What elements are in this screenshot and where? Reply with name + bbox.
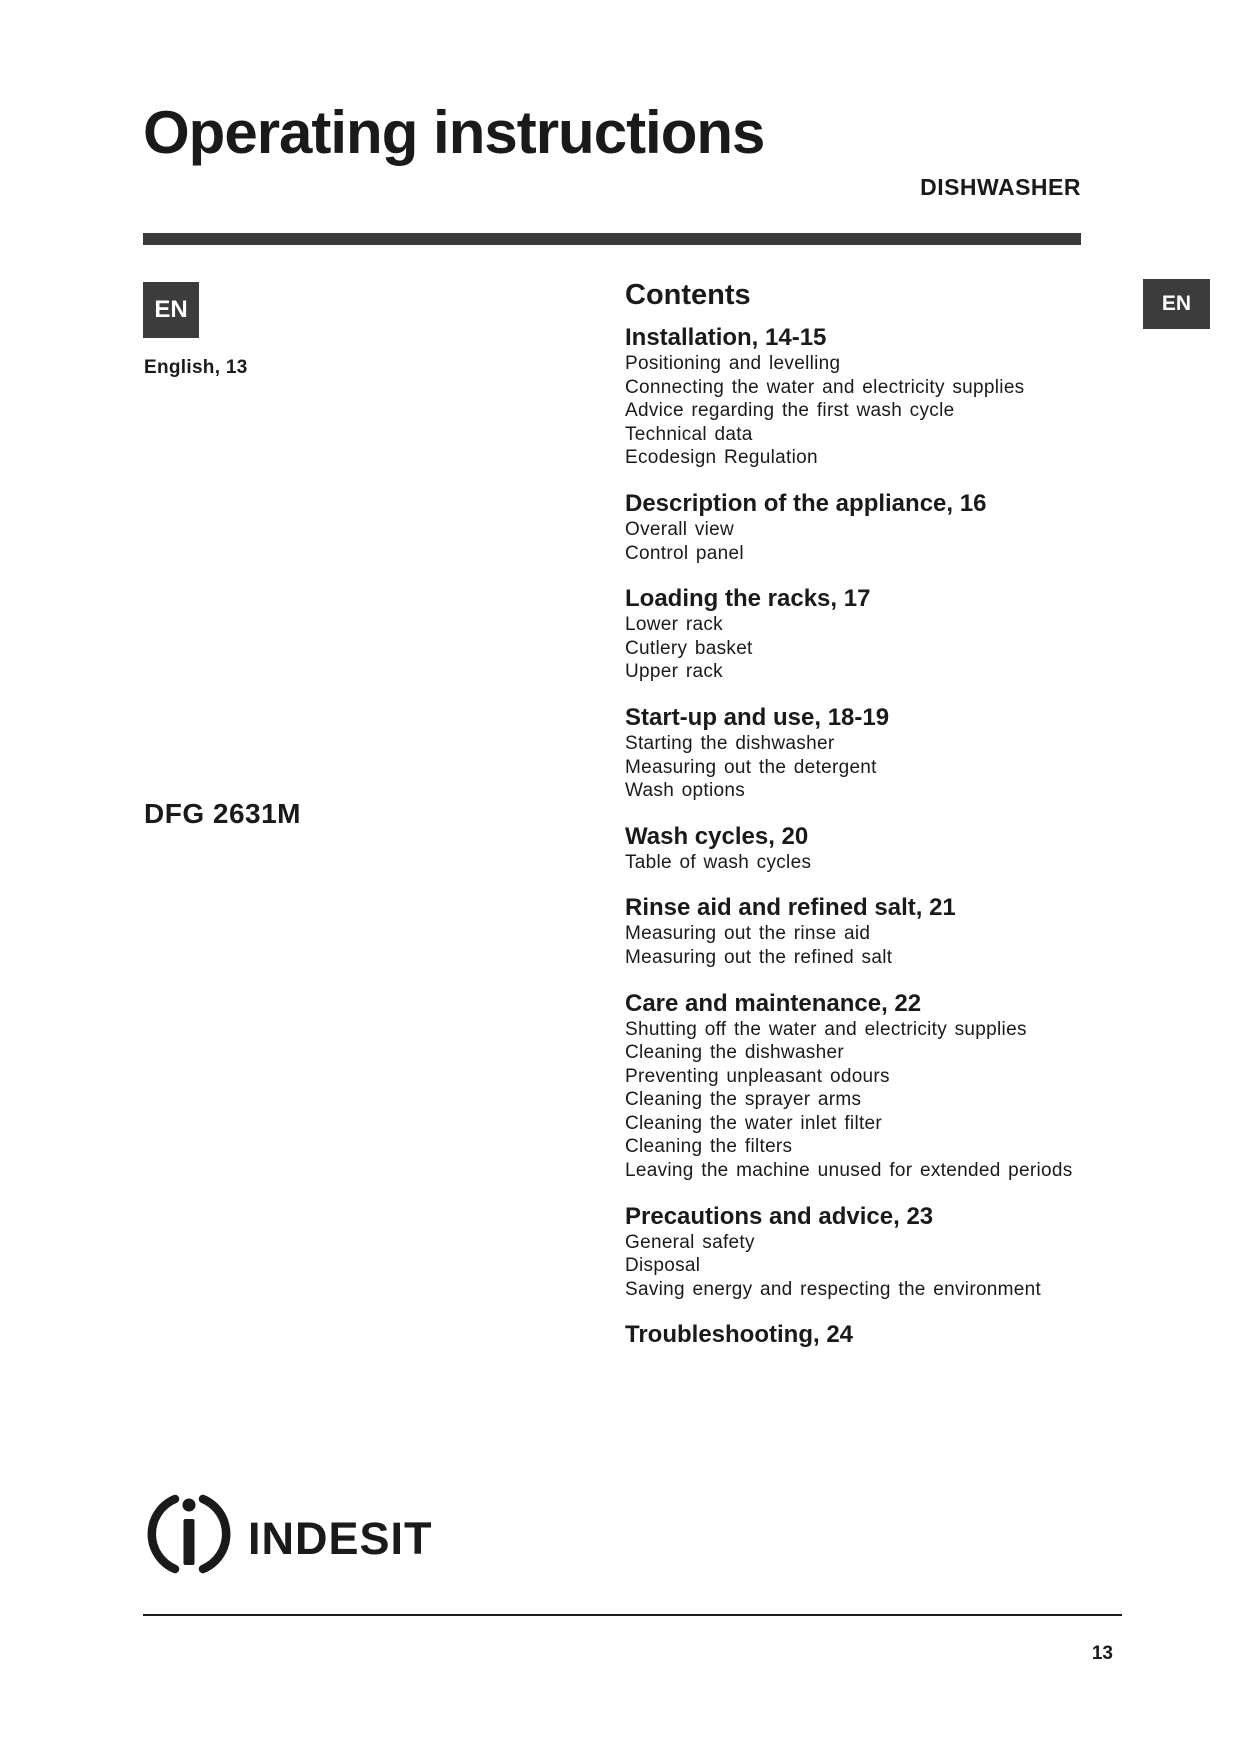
contents-section xyxy=(625,823,1185,875)
section-items xyxy=(625,352,1185,470)
contents-section xyxy=(625,490,1185,565)
section-heading: Loading the racks, 17 xyxy=(625,585,871,613)
section-item: Upper rack xyxy=(625,661,723,683)
footer-divider xyxy=(143,1614,1122,1616)
brand-logo xyxy=(145,1488,485,1580)
contents-section xyxy=(625,585,1185,684)
contents-section xyxy=(625,990,1185,1183)
section-item: Leaving the machine unused for extended periods xyxy=(625,1160,1073,1182)
section-item: Control panel xyxy=(625,542,744,564)
section-item: Technical data xyxy=(625,423,753,445)
section-heading: Description of the appliance, 16 xyxy=(625,489,987,517)
section-item: Measuring out the rinse aid xyxy=(625,923,871,945)
section-items xyxy=(625,732,1185,803)
section-heading: Wash cycles, 20 xyxy=(625,822,809,850)
contents-section xyxy=(625,1321,1185,1349)
info-circle-icon xyxy=(145,1488,237,1580)
page-number: 13 xyxy=(1091,1643,1113,1664)
section-item: Disposal xyxy=(625,1255,701,1277)
section-item: Connecting the water and electricity supplies xyxy=(625,376,1025,398)
section-item: Overall view xyxy=(625,518,735,540)
header-divider xyxy=(143,233,1081,245)
contents-title: Contents xyxy=(625,279,751,311)
section-item: Saving energy and respecting the environment xyxy=(625,1278,1042,1300)
section-item: Starting the dishwasher xyxy=(625,732,835,754)
section-items xyxy=(625,922,1185,969)
section-item: Cutlery basket xyxy=(625,637,753,659)
section-items xyxy=(625,613,1185,684)
contents-section xyxy=(625,1203,1185,1302)
section-heading: Care and maintenance, 22 xyxy=(625,989,922,1017)
section-item: Measuring out the detergent xyxy=(625,756,877,778)
language-tab: EN xyxy=(1143,279,1210,329)
section-item: Measuring out the refined salt xyxy=(625,946,893,968)
section-item: Cleaning the sprayer arms xyxy=(625,1089,862,1111)
section-heading: Start-up and use, 18-19 xyxy=(625,703,890,731)
section-items xyxy=(625,1231,1185,1302)
section-item: Ecodesign Regulation xyxy=(625,447,818,469)
section-item: Preventing unpleasant odours xyxy=(625,1065,890,1087)
section-heading: Rinse aid and refined salt, 21 xyxy=(625,894,956,922)
section-item: General safety xyxy=(625,1231,755,1253)
model-number: DFG 2631M xyxy=(144,798,301,829)
contents-section xyxy=(625,324,1185,470)
section-heading: Troubleshooting, 24 xyxy=(625,1321,854,1349)
section-item: Wash options xyxy=(625,780,746,802)
brand-wordmark: indesit xyxy=(248,1496,433,1568)
section-item: Advice regarding the first wash cycle xyxy=(625,400,955,422)
section-items xyxy=(625,851,1185,875)
table-of-contents xyxy=(625,276,1185,1369)
page-title: Operating instructions xyxy=(143,99,765,166)
contents-sections xyxy=(625,324,1185,1349)
section-items xyxy=(625,1018,1185,1183)
section-item: Lower rack xyxy=(625,614,723,636)
section-item: Cleaning the dishwasher xyxy=(625,1042,844,1064)
section-heading: Installation, 14-15 xyxy=(625,324,827,351)
language-badge: EN xyxy=(143,282,199,338)
section-items xyxy=(625,518,1185,565)
section-item: Table of wash cycles xyxy=(625,851,812,873)
section-item: Cleaning the filters xyxy=(625,1136,793,1158)
section-item: Positioning and levelling xyxy=(625,353,841,374)
contents-section xyxy=(625,704,1185,803)
section-item: Cleaning the water inlet filter xyxy=(625,1112,883,1134)
contents-section xyxy=(625,894,1185,969)
section-heading: Precautions and advice, 23 xyxy=(625,1202,934,1230)
language-page-reference: English, 13 xyxy=(144,357,248,378)
section-item: Shutting off the water and electricity supplies xyxy=(625,1018,1027,1040)
product-category: DISHWASHER xyxy=(920,174,1081,200)
